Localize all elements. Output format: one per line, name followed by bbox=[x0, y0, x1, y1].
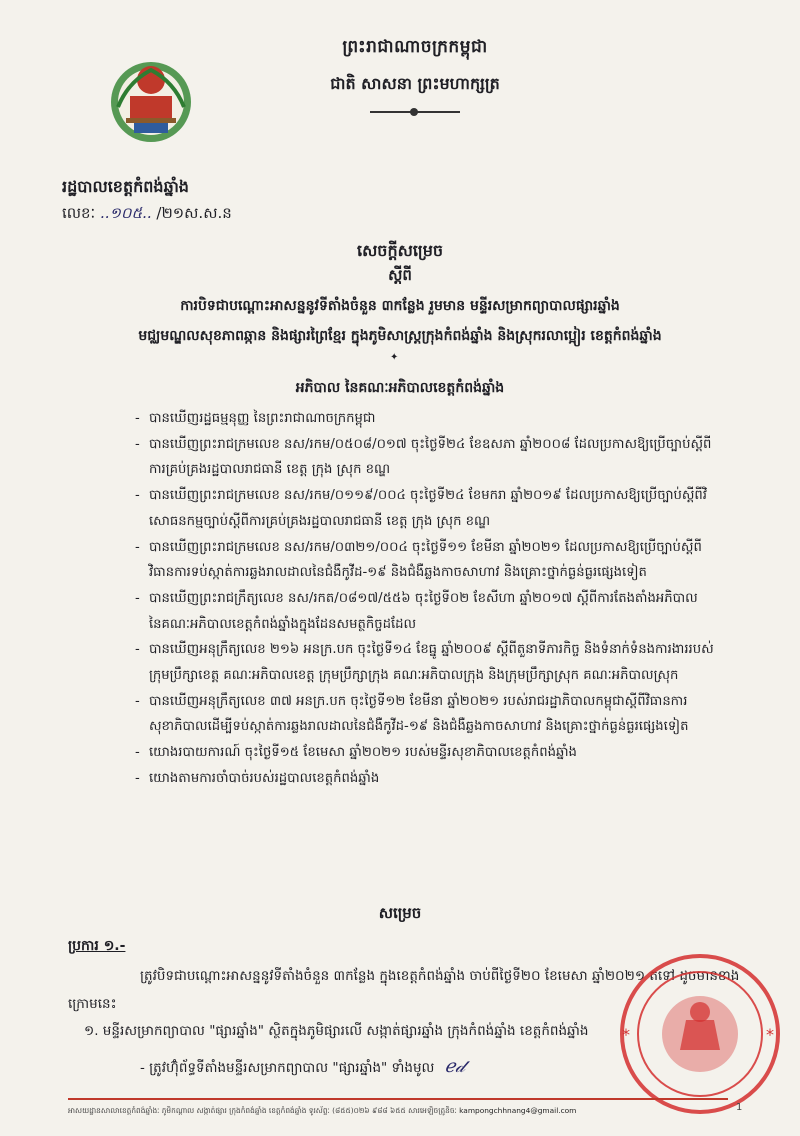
official-stamp bbox=[616, 950, 784, 1118]
footer-divider bbox=[68, 1098, 728, 1100]
handwritten-initial: ℯ𝒹 bbox=[444, 1056, 465, 1077]
list-item: - បានឃើញរដ្ឋធម្មនុញ្ញ នៃព្រះរាជាណាចក្រកម្ពុជា bbox=[135, 406, 725, 432]
page-number: 1 bbox=[736, 1102, 743, 1113]
article-item-1-sub-text: - ត្រូវហ៊ុំព័ទ្ធទីតាំងមន្ទីរសម្រាកព្យាបាល "ផ្សារឆ្នាំង" ទាំងមូល bbox=[140, 1060, 435, 1076]
list-item: - យោងតាមការចាំបាច់របស់រដ្ឋបាលខេត្តកំពង់ឆ្នាំង bbox=[135, 766, 725, 792]
list-item: - បានឃើញព្រះរាជក្រមលេខ នស/រកម/០៣២១/០០៤ ចុះថ្ងៃទី១១ ខែមីនា ឆ្នាំ២០២១ ដែលប្រកាសឱ្យប្រើច្បាប់ស្តីពីវិធានការទប់ស្កាត់ការឆ្លងរាលដាលនៃជំងឺកូវីដ-១៩ និងជំងឺឆ្លងកាចសាហាវ និងគ្រោះថ្នាក់ធ្ងន់ធ្ងរផ្សេងទៀត bbox=[135, 535, 725, 586]
national-header bbox=[300, 36, 530, 113]
list-item: - បានឃើញអនុក្រឹត្យលេខ ២១៦ អនក្រ.បក ចុះថ្ងៃទី១៤ ខែធ្នូ ឆ្នាំ២០០៩ ស្តីពីតួនាទីភារកិច្ច និងទំនាក់ទំនងការងាររបស់ក្រុមប្រឹក្សាខេត្ត គណៈអភិបាលខេត្ត ក្រុមប្រឹក្សាក្រុង គណៈអភិបាលក្រុង និងក្រុមប្រឹក្សាស្រុក គណៈអភិបាលស្រុក bbox=[135, 637, 725, 688]
article-body: ត្រូវបិទជាបណ្តោះអាសន្ននូវទីតាំងចំនួន ៣កន្លែង ក្នុងខេត្តកំពង់ឆ្នាំង ចាប់ពីថ្ងៃទី២០ ខែមេសា ឆ្នាំ២០២១ តទៅ ដូចមានខាងក្រោមនេះ bbox=[68, 968, 740, 1012]
footer bbox=[68, 1106, 728, 1117]
national-motto: ជាតិ សាសនា ព្រះមហាក្សត្រ bbox=[330, 74, 500, 93]
list-item: - បានឃើញអនុក្រឹត្យលេខ ៣៧ អនក្រ.បក ចុះថ្ងៃទី១២ ខែមីនា ឆ្នាំ២០២១ របស់រាជរដ្ឋាភិបាលកម្ពុជាស្តីពីវិធានការសុខាភិបាលដើម្បីទប់ស្កាត់ការឆ្លងរាលដាលនៃជំងឺកូវីដ-១៩ និងជំងឺឆ្លងកាចសាហាវ និងគ្រោះថ្នាក់ធ្ងន់ធ្ងរផ្សេងទៀត bbox=[135, 689, 725, 740]
document-subtitle: ស្តីពី bbox=[388, 266, 412, 284]
list-item: - បានឃើញព្រះរាជក្រឹត្យលេខ នស/រកត/០៨១៧/៥៥៦ ចុះថ្ងៃទី០២ ខែសីហា ឆ្នាំ២០១៧ ស្តីពីការតែងតាំងអភិបាល នៃគណៈអភិបាលខេត្តកំពង់ឆ្នាំងក្នុងដែនសមត្ថកិច្ចដដែល bbox=[135, 586, 725, 637]
decision-heading: សម្រេច bbox=[378, 904, 422, 922]
subject-line-2: មជ្ឈមណ្ឌលសុខភាពឆ្កាន និងផ្សារព្រៃខ្មែរ ក្នុងភូមិសាស្ត្រក្រុងកំពង់ឆ្នាំង និងស្រុករលាប្អៀរ ខេត្តកំពង់ឆ្នាំង bbox=[138, 328, 662, 344]
reference-suffix: /២១ស.ស.ន bbox=[156, 204, 232, 222]
reference-label: លេខៈ bbox=[62, 204, 96, 222]
footer-email: kampongchhnang4@gmail.com bbox=[459, 1106, 577, 1115]
provincial-seal-logo bbox=[108, 52, 194, 152]
list-item: - យោងរបាយការណ៍ ចុះថ្ងៃទី១៥ ខែមេសា ឆ្នាំ២០២១ របស់មន្ទីរសុខាភិបាលខេត្តកំពង់ឆ្នាំង bbox=[135, 740, 725, 766]
star-ornament: ✦ bbox=[390, 352, 399, 363]
article-item-1: ១. មន្ទីរសម្រាកព្យាបាល "ផ្សារឆ្នាំង" ស្ថិតក្នុងភូមិផ្សារលើ សង្កាត់ផ្សារឆ្នាំង ក្រុងកំពង់ឆ្នាំង ខេត្តកំពង់ឆ្នាំង bbox=[84, 1023, 589, 1039]
footer-address: អាសយដ្ឋានសាលាខេត្តកំពង់ឆ្នាំងៈ ភូមិកណ្តាល សង្កាត់ផ្សារ ក្រុងកំពង់ឆ្នាំង ខេត្តកំពង់ឆ្នាំង ទូរស័ព្ទៈ (៨៥៥)០២៦ ៩៨៨ ៦៥៥ សារអេឡិចត្រូនិចៈ bbox=[68, 1106, 457, 1115]
subject-line-1: ការបិទជាបណ្តោះអាសន្ននូវទីតាំងចំនួន ៣កន្លែង រួមមាន មន្ទីរសម្រាកព្យាបាលផ្សារឆ្នាំង bbox=[180, 298, 620, 314]
svg-text:*: * bbox=[766, 1025, 774, 1044]
list-item: - បានឃើញព្រះរាជក្រមលេខ នស/រកម/០១១៩/០០៤ ចុះថ្ងៃទី២៤ ខែមករា ឆ្នាំ២០១៩ ដែលប្រកាសឱ្យប្រើច្បាប់ស្តីពីវិសោធនកម្មច្បាប់ស្តីពីការគ្រប់គ្រងរដ្ឋបាលរាជធានី ខេត្ត ក្រុង ស្រុក ខណ្ឌ bbox=[135, 483, 725, 534]
kingdom-title: ព្រះរាជាណាចក្រកម្ពុជា bbox=[342, 37, 488, 57]
issuing-authority: អភិបាល នៃគណៈអភិបាលខេត្តកំពង់ឆ្នាំង bbox=[295, 380, 505, 396]
reference-line bbox=[62, 204, 232, 226]
list-item: - បានឃើញព្រះរាជក្រមលេខ នស/រកម/០៥០៨/០១៧ ចុះថ្ងៃទី២៤ ខែឧសភា ឆ្នាំ២០០៨ ដែលប្រកាសឱ្យប្រើច្បាប់ស្តីពីការគ្រប់គ្រងរដ្ឋបាលរាជធានី ខេត្ត ក្រុង ស្រុក ខណ្ឌ bbox=[135, 432, 725, 483]
legal-basis-list bbox=[135, 406, 725, 792]
issuer-name: រដ្ឋបាលខេត្តកំពង់ឆ្នាំង bbox=[62, 177, 189, 196]
article-label: ប្រការ ១.- bbox=[68, 938, 126, 954]
reference-number: ..១០៥.. bbox=[99, 204, 152, 222]
header-ornament bbox=[370, 111, 460, 113]
document-title: សេចក្តីសម្រេច bbox=[356, 241, 443, 260]
svg-text:*: * bbox=[622, 1025, 630, 1044]
